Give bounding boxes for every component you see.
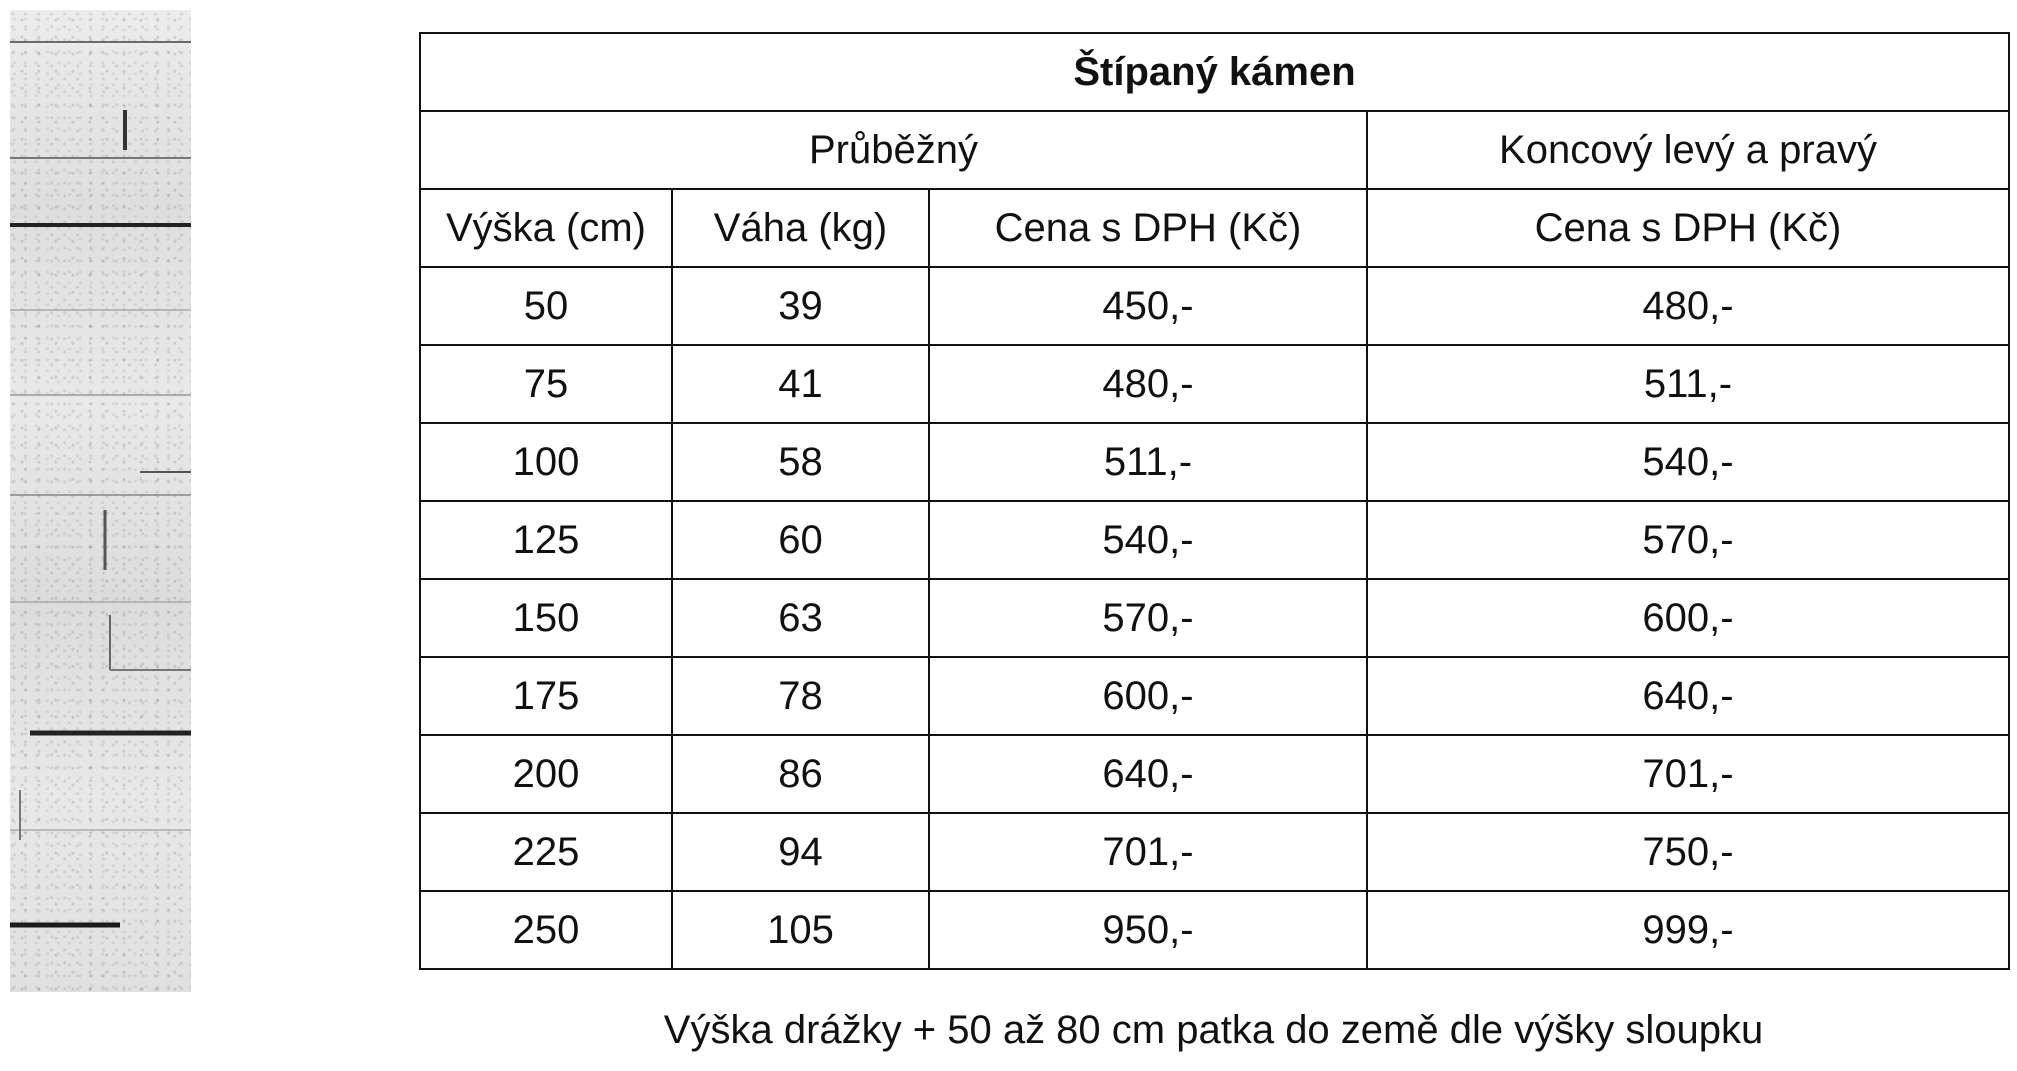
cell-weight: 105 <box>672 891 929 969</box>
cell-weight: 63 <box>672 579 929 657</box>
cell-price-end: 511,- <box>1367 345 2009 423</box>
column-header-height: Výška (cm) <box>420 189 672 267</box>
table-row <box>420 891 2009 969</box>
cell-height: 75 <box>420 345 672 423</box>
table-row <box>420 579 2009 657</box>
cell-price-end: 999,- <box>1367 891 2009 969</box>
price-table <box>419 32 2010 970</box>
cell-height: 225 <box>420 813 672 891</box>
cell-price-end: 540,- <box>1367 423 2009 501</box>
cell-weight: 41 <box>672 345 929 423</box>
cell-price-continuous: 701,- <box>929 813 1367 891</box>
footnote: Výška drážky + 50 až 80 cm patka do země dle výšky sloupku <box>663 1008 1764 1052</box>
cell-weight: 86 <box>672 735 929 813</box>
column-header-price-continuous: Cena s DPH (Kč) <box>929 189 1367 267</box>
cell-height: 250 <box>420 891 672 969</box>
cell-height: 100 <box>420 423 672 501</box>
table-row <box>420 423 2009 501</box>
cell-weight: 78 <box>672 657 929 735</box>
table-title: Štípaný kámen <box>420 33 2009 111</box>
cell-price-continuous: 570,- <box>929 579 1367 657</box>
stone-pillar-image <box>10 10 191 992</box>
group-header-continuous: Průběžný <box>420 111 1367 189</box>
cell-weight: 60 <box>672 501 929 579</box>
cell-height: 125 <box>420 501 672 579</box>
cell-height: 175 <box>420 657 672 735</box>
cell-price-end: 750,- <box>1367 813 2009 891</box>
stone-texture <box>10 10 191 992</box>
column-header-weight: Váha (kg) <box>672 189 929 267</box>
table-row <box>420 657 2009 735</box>
cell-price-end: 600,- <box>1367 579 2009 657</box>
table-row <box>420 813 2009 891</box>
cell-height: 150 <box>420 579 672 657</box>
table-row <box>420 735 2009 813</box>
table-row <box>420 267 2009 345</box>
cell-price-continuous: 640,- <box>929 735 1367 813</box>
cell-price-continuous: 480,- <box>929 345 1367 423</box>
table-row <box>420 345 2009 423</box>
cell-price-end: 701,- <box>1367 735 2009 813</box>
cell-height: 50 <box>420 267 672 345</box>
group-header-end: Koncový levý a pravý <box>1367 111 2009 189</box>
cell-weight: 94 <box>672 813 929 891</box>
cell-price-continuous: 540,- <box>929 501 1367 579</box>
cell-price-end: 640,- <box>1367 657 2009 735</box>
table-row <box>420 501 2009 579</box>
cell-price-end: 570,- <box>1367 501 2009 579</box>
cell-price-end: 480,- <box>1367 267 2009 345</box>
column-header-price-end: Cena s DPH (Kč) <box>1367 189 2009 267</box>
cell-price-continuous: 450,- <box>929 267 1367 345</box>
cell-weight: 58 <box>672 423 929 501</box>
column-header-row <box>420 189 2009 267</box>
cell-price-continuous: 600,- <box>929 657 1367 735</box>
cell-height: 200 <box>420 735 672 813</box>
cell-price-continuous: 950,- <box>929 891 1367 969</box>
cell-price-continuous: 511,- <box>929 423 1367 501</box>
table-title-row <box>420 33 2009 111</box>
group-header-row <box>420 111 2009 189</box>
cell-weight: 39 <box>672 267 929 345</box>
